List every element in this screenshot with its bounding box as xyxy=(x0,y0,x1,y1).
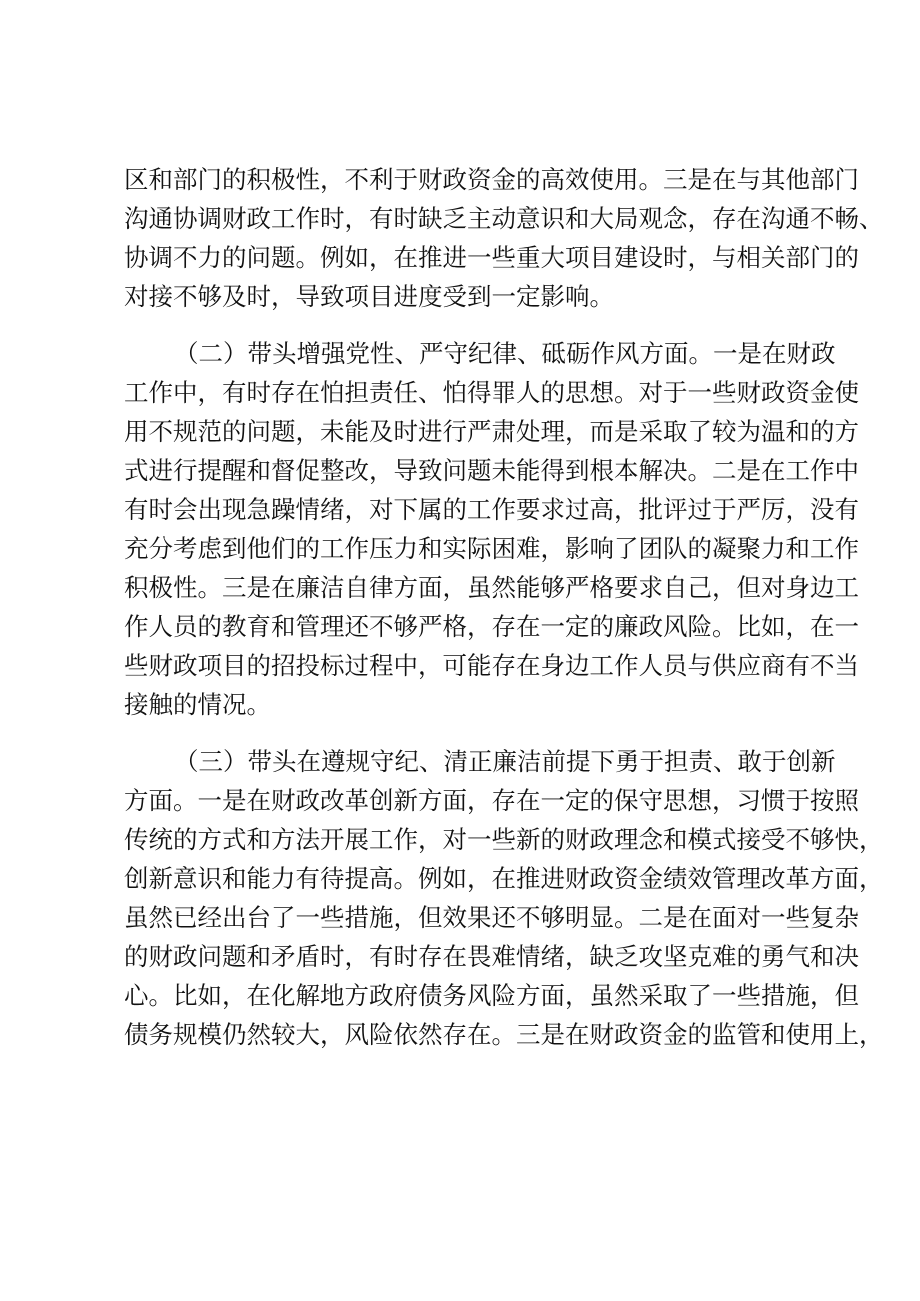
text-line: 传统的方式和方法开展工作，对一些新的财政理念和模式接受不够快， xyxy=(124,825,884,854)
text-line: 有时会出现急躁情绪，对下属的工作要求过高，批评过于严厉，没有 xyxy=(124,495,859,524)
text-line: 作人员的教育和管理还不够严格，存在一定的廉政风险。比如，在一 xyxy=(124,612,859,641)
text-line: 接触的情况。 xyxy=(124,690,271,719)
section-heading-line: （二）带头增强党性、严守纪律、砥砺作风方面。一是在财政 xyxy=(174,339,836,368)
paragraph-gap xyxy=(124,316,799,334)
text-line: 沟通协调财政工作时，有时缺乏主动意识和大局观念，存在沟通不畅、 xyxy=(124,204,884,233)
text-line: 的财政问题和矛盾时，有时存在畏难情绪，缺乏攻坚克难的勇气和决 xyxy=(124,942,859,971)
text-line: 积极性。三是在廉洁自律方面，虽然能够严格要求自己，但对身边工 xyxy=(124,573,859,602)
text-line: 创新意识和能力有待提高。例如，在推进财政资金绩效管理改革方面， xyxy=(124,864,884,893)
text-line: 心。比如，在化解地方政府债务风险方面，虽然采取了一些措施，但 xyxy=(124,981,859,1010)
paragraph-continued xyxy=(124,160,884,316)
paragraph-section-3 xyxy=(124,742,884,1054)
text-line: 用不规范的问题，未能及时进行严肃处理，而是采取了较为温和的方 xyxy=(124,417,859,446)
text-line: 协调不力的问题。例如，在推进一些重大项目建设时，与相关部门的 xyxy=(124,243,859,272)
text-line: 方面。一是在财政改革创新方面，存在一定的保守思想，习惯于按照 xyxy=(124,786,859,815)
text-line: 债务规模仍然较大，风险依然存在。三是在财政资金的监管和使用上， xyxy=(124,1020,884,1049)
text-line: 对接不够及时，导致项目进度受到一定影响。 xyxy=(124,282,614,311)
text-line: 区和部门的积极性，不利于财政资金的高效使用。三是在与其他部门 xyxy=(124,165,859,194)
paragraph-gap xyxy=(124,724,799,742)
text-line: 工作中，有时存在怕担责任、怕得罪人的思想。对于一些财政资金使 xyxy=(124,378,859,407)
document-body xyxy=(124,160,884,1054)
section-heading-line: （三）带头在遵规守纪、清正廉洁前提下勇于担责、敢于创新 xyxy=(174,747,836,776)
text-line: 些财政项目的招投标过程中，可能存在身边工作人员与供应商有不当 xyxy=(124,651,859,680)
text-line: 虽然已经出台了一些措施，但效果还不够明显。二是在面对一些复杂 xyxy=(124,903,859,932)
paragraph-section-2 xyxy=(124,334,859,724)
text-line: 式进行提醒和督促整改，导致问题未能得到根本解决。二是在工作中 xyxy=(124,456,859,485)
text-line: 充分考虑到他们的工作压力和实际困难，影响了团队的凝聚力和工作 xyxy=(124,534,859,563)
